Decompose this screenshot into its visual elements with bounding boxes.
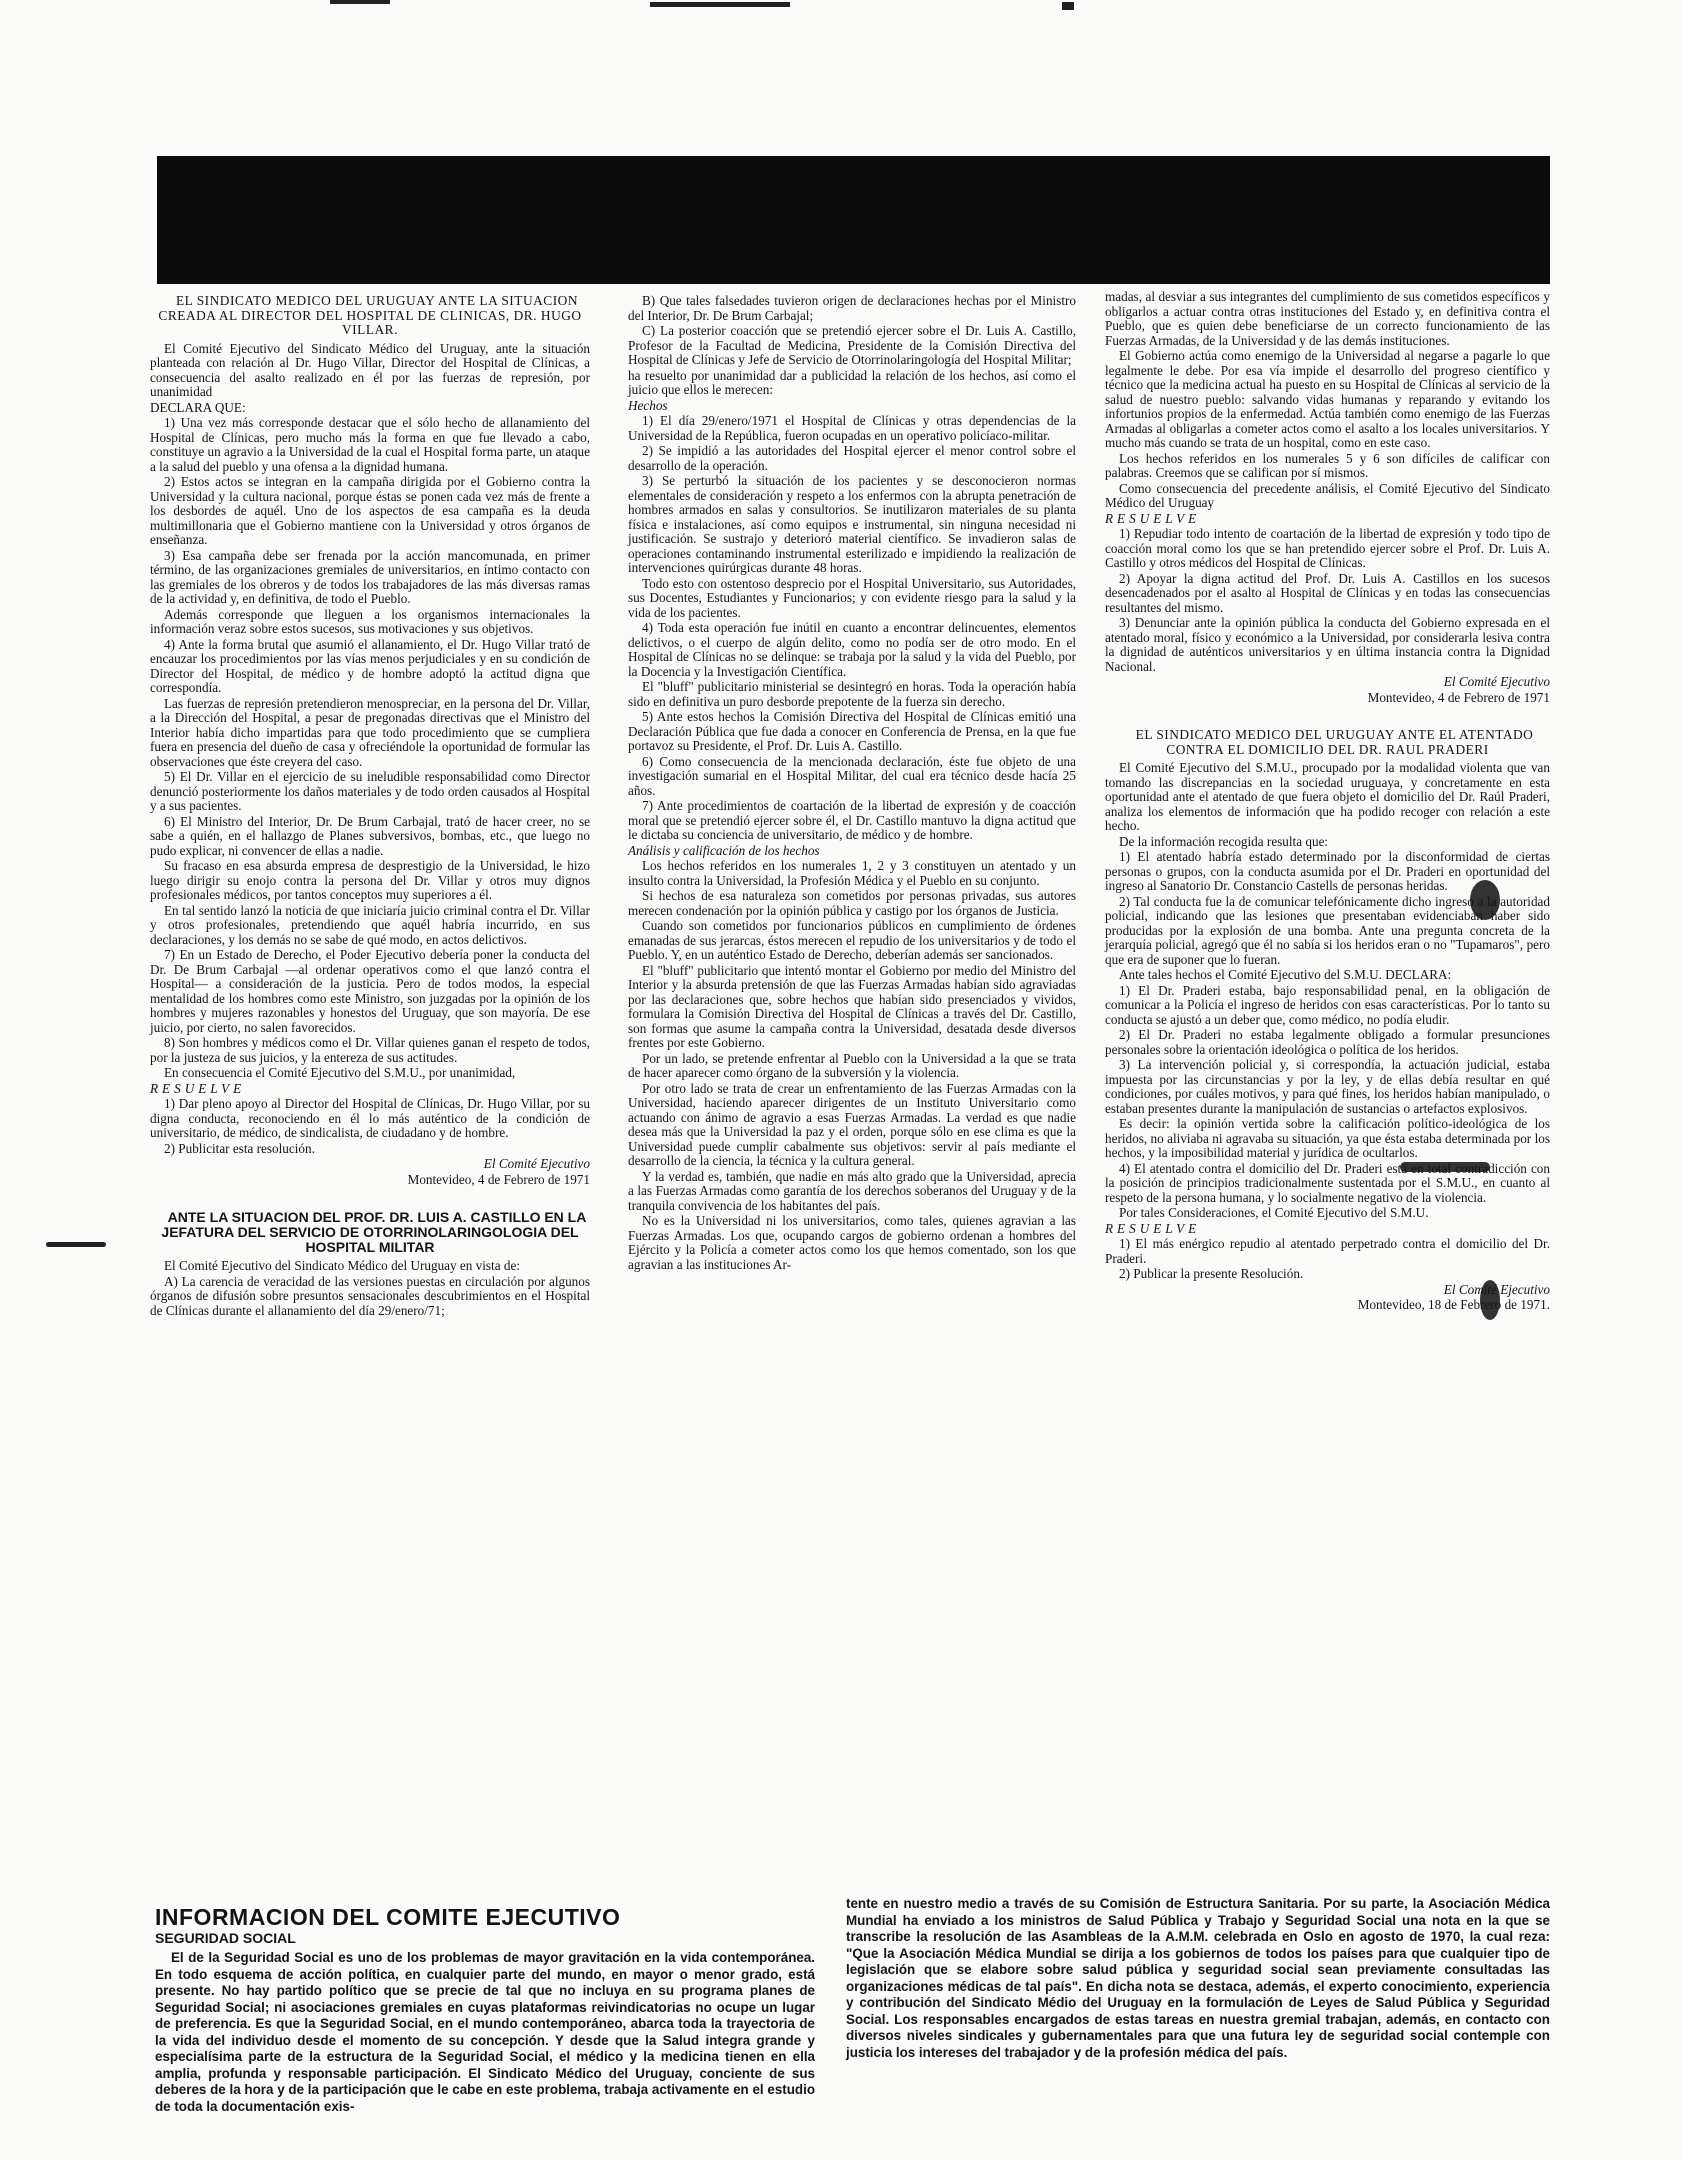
column-1 xyxy=(150,294,590,1319)
paragraph: El "bluff" publicitario que intentó montar el Gobierno por medio del Ministro del Interior y la absurda pretensión de que las Fuerzas Armadas habían sido agraviadas por las declaraciones que, sobre hechos que habían sido presenciados y vividos, formulara la Comisión Directiva del Hospital de Clínicas a través del Dr. Castillo, son formas que asume la campaña contra la Universidad, desatada desde diversos frentes por este Gobierno. xyxy=(628,962,1076,1050)
paragraph: B) Que tales falsedades tuvieron origen de declaraciones hechas por el Ministro del Interior, Dr. De Brum Carbajal; xyxy=(628,293,1076,323)
paragraph: 2) Publicitar esta resolución. xyxy=(164,1140,315,1156)
resuelve-label: RESUELVE xyxy=(150,1080,246,1096)
paragraph: 1) Dar pleno apoyo al Director del Hospital de Clínicas, Dr. Hugo Villar, por su digna conducta, reconociendo en él lo más auténtico de la condición de universitario, de médico, de sindicalista, de ciudadano y de hombre. xyxy=(150,1096,590,1140)
resuelve-label: RESUELVE xyxy=(1105,1220,1201,1236)
column-3 xyxy=(1105,290,1550,1314)
paragraph: madas, al desviar a sus integrantes del cumplimiento de sus cometidos específicos y obligarlos a actuar contra otras instituciones del Estado y, en definitiva contra el Pueblo, que es quien debe beneficiarse de un correcto funcionamiento de las Fuerzas Armadas, de la Universidad y de las demás instituciones. xyxy=(1105,289,1550,348)
paragraph: En consecuencia el Comité Ejecutivo del S.M.U., por unanimidad, xyxy=(164,1065,516,1080)
paragraph: Y la verdad es, también, que nadie en más alto grado que la Universidad, aprecia a las Fuerzas Armadas como garantía de los derechos soberanos del Uruguay y de la tranquila convivencia de los habitantes del país. xyxy=(628,1168,1076,1213)
paragraph: 3) Denunciar ante la opinión pública la conducta del Gobierno expresada en el atentado moral, físico y económico a la Universidad, por considerarla lesiva contra la dignidad de auténticos universitarios y en última instancia contra la Dignidad Nacional. xyxy=(1105,615,1550,674)
section-subtitle: SEGURIDAD SOCIAL xyxy=(155,1930,296,1946)
paragraph: Por otro lado se trata de crear un enfrentamiento de las Fuerzas Armadas con la Universidad, haciendo aparecer dirigentes de un Instituto Universitario como actuando con ánimo de agravio a esas Fuerzas Armadas. La verdad es que nadie desea más que la Universidad la paz y el orden, porque sólo en ese clima es que la Universidad puede cumplir cabalmente sus objetivos: servir al país mediante el desarrollo de la ciencia, la técnica y la cultura general. xyxy=(628,1080,1076,1168)
article-heading: EL SINDICATO MEDICO DEL URUGUAY ANTE LA SITUACION CREADA AL DIRECTOR DEL HOSPITAL DE CLINICAS, DR. HUGO VILLAR. xyxy=(158,293,582,337)
paragraph: 7) Ante procedimientos de coartación de la libertad de expresión y de coacción moral que se pretendió ejercer sobre él, el Dr. Castillo mantuvo la digna actitud que le dictaba su conciencia de universitario, de médico y de hombre. xyxy=(628,798,1076,842)
paragraph: 3) Se perturbó la situación de los pacientes y se desconocieron normas elementales de consideración y respeto a los enfermos con la abrupta penetración de hombres armados en salas y consultorios. Se inutilizaron materiales de su planta física e instalaciones, así como equipos e instrumental, sin ninguna necesidad ni justificación. Se sustrajo y deterioró material científico. Se invadieron salas de operaciones contaminando instrumental esterilizado e impidiendo la realización de intervenciones quirúrgicas durante 48 horas. xyxy=(628,473,1076,575)
resuelve-label: RESUELVE xyxy=(1105,510,1201,526)
paragraph: El Gobierno actúa como enemigo de la Universidad al negarse a pagarle lo que legalmente le debe. Por esa vía impide el desarrollo del progreso científico y técnico que la medicina actual ha puesto en su Hospital de Clínicas al servicio de la salud de nuestro pueblo: salvando vidas humanas y reparando y evitando los infortunios propios de la enfermedad. Actúa también como enemigo de las Fuerzas Armadas al obligarlas a cometer actos como el asalto a los locales universitarios. Y mucho más cuando se trata de un hospital, como en este caso. xyxy=(1105,348,1550,450)
paragraph: Las fuerzas de represión pretendieron menospreciar, en la persona del Dr. Villar, a la Dirección del Hospital, a pesar de pregonadas directivas que el Ministro del Interior había dicho impartidas para que todo procedimiento que se cumpliera fuera en presencia del dueño de casa y ofreciéndole la oportunidad de formular las observaciones que éste creyera del caso. xyxy=(150,695,590,769)
article-body xyxy=(150,342,590,1188)
paragraph: 1) El Dr. Praderi estaba, bajo responsabilidad penal, en la obligación de comunicar a la Policía el ingreso de heridos con esas características. Por lo tanto su conducta se ajustó a un deber que, como médico, no podía eludir. xyxy=(1105,982,1550,1027)
scan-artifact xyxy=(46,1242,106,1247)
date-line: Montevideo, 4 de Febrero de 1971 xyxy=(407,1171,590,1187)
paragraph: Por tales Consideraciones, el Comité Ejecutivo del S.M.U. xyxy=(1119,1205,1429,1220)
paragraph: Todo esto con ostentoso desprecio por el Hospital Universitario, sus Autoridades, sus Docentes, Estudiantes y Funcionarios; y con evidente riesgo para la salud y la vida de los pacientes. xyxy=(628,575,1076,620)
paragraph: Ante tales hechos el Comité Ejecutivo del S.M.U. DECLARA: xyxy=(1119,967,1452,982)
paragraph: 1) Repudiar todo intento de coartación de la libertad de expresión y todo tipo de coacción moral como los que se han pretendido ejercer sobre el Prof. Dr. Luis A. Castillo y otros médicos del Hospital de Clínicas. xyxy=(1105,526,1550,570)
paragraph: 3) La intervención policial y, si correspondía, la actuación judicial, estaba impuesta por las circunstancias y por la ley, y de ellas debía resultar en qué condiciones, por cuáles motivos, y para qué fines, los heridos habían manipulado, o estaban presentes durante la manipulación de sustancias o artefactos explosivos. xyxy=(1105,1057,1550,1116)
redaction-bar xyxy=(157,156,1550,284)
paragraph: Es decir: la opinión vertida sobre la calificación político-ideológica de los heridos, no aliviaba ni agravaba su situación, ya que ésta estaba determinada por los hechos, y la imposibilidad material y jurídica de ocultarlos. xyxy=(1105,1116,1550,1160)
paragraph: 1) Una vez más corresponde destacar que el sólo hecho de allanamiento del Hospital de Clínicas, pero mucho más la forma en que fue llevado a cabo, constituye un agravio a la Universidad de la cual el Hospital forma parte, un ataque a la salud del pueblo y una ofensa a la dignidad humana. xyxy=(150,415,590,474)
signature: El Comité Ejecutivo xyxy=(483,1156,590,1171)
paragraph: 7) En un Estado de Derecho, el Poder Ejecutivo debería poner la conducta del Dr. De Brum Carbajal —al ordenar operativos como el que lanzó contra el Hospital— a consideración de la justicia. Pero de todos modos, la especial mentalidad de los hombres como este Ministro, son juzgadas por la opinión de los hombres y mujeres razonables y honestos del Uruguay, que son mayoría. De ese juicio, por cierto, no salen favorecidos. xyxy=(150,947,590,1035)
paragraph: 8) Son hombres y médicos como el Dr. Villar quienes ganan el respeto de todos, por la justeza de sus juicios, y la entereza de sus actitudes. xyxy=(150,1035,590,1065)
paragraph: DECLARA QUE: xyxy=(150,399,246,415)
paragraph: En tal sentido lanzó la noticia de que iniciaría juicio criminal contra el Dr. Villar y otros profesionales, pretendiendo que aquél habría incurrido, en sus declaraciones, y los demás no se sabe de qué modo, en actos delictivos. xyxy=(150,902,590,947)
article-heading: EL SINDICATO MEDICO DEL URUGUAY ANTE EL ATENTADO CONTRA EL DOMICILIO DEL DR. RAUL PRADERI xyxy=(1135,727,1534,757)
paragraph: Como consecuencia del precedente análisis, el Comité Ejecutivo del Sindicato Médico del Uruguay xyxy=(1105,480,1550,510)
paragraph: Los hechos referidos en los numerales 5 y 6 son difíciles de calificar con palabras. Creemos que se califican por sí mismos. xyxy=(1105,450,1550,480)
paragraph: 1) El atentado habría estado determinado por la disconformidad de ciertas personas o grupos, con la conducta asumida por el Dr. Praderi en oportunidad del ingreso al Sanatorio Dr. Constancio Castells de personas heridas. xyxy=(1105,849,1550,893)
scan-artifact xyxy=(330,0,390,4)
paragraph: 2) Tal conducta fue la de comunicar telefónicamente dicho ingreso a la autoridad policial, indicando que las lesiones que presentaban evidenciaban haber sido producidas por la explosión de una bomba. Ante una pregunta concreta de la jerarquía policial, agregó que él no sabía si los heridos eran o no "Tupamaros", pero que era de suponer que lo fueran. xyxy=(1105,893,1550,967)
scan-artifact xyxy=(650,2,790,7)
bottom-left-text xyxy=(155,1950,815,2115)
section-title: INFORMACION DEL COMITE EJECUTIVO xyxy=(155,1904,621,1930)
paragraph: De la información recogida resulta que: xyxy=(1119,833,1329,849)
column-2 xyxy=(628,294,1076,1273)
section-label: Análisis y calificación de los hechos xyxy=(628,842,820,858)
paragraph: El Comité Ejecutivo del S.M.U., procupado por la modalidad violenta que van tomando las discrepancias en la sociedad uruguaya, y concretamente en esta oportunidad ante el atentado de que fuera objeto el domicilio del Dr. Raúl Praderi, analiza los elementos de información que ha podido recoger con relación a este hecho. xyxy=(1105,760,1550,833)
paragraph: 6) Como consecuencia de la mencionada declaración, éste fue objeto de una investigación sumarial en el Hospital Militar, del cual era técnico desde hacía 25 años. xyxy=(628,753,1076,798)
paragraph: 3) Esa campaña debe ser frenada por la acción mancomunada, en primer término, de las organizaciones gremiales de universitarios, en íntimo contacto con las gremiales de los obreros y de todos los trabajadores de las más diversas ramas de la actividad y, en definitiva, de todo el Pueblo. xyxy=(150,547,590,606)
paragraph: 4) Ante la forma brutal que asumió el allanamiento, el Dr. Hugo Villar trató de encauzar los procedimientos por las vías menos perjudiciales y en su condición de Director del Hospital, de médico y de hombre adoptó la actitud digna que correspondía. xyxy=(150,636,590,695)
signature: El Comité Ejecutivo xyxy=(1443,674,1550,689)
paragraph: 6) El Ministro del Interior, Dr. De Brum Carbajal, trató de hacer creer, no se sabe a quién, en el hallazgo de Planes subversivos, bombas, etc., que luego no pudo explicar, ni convencer de ellas a nadie. xyxy=(150,813,590,858)
date-line: Montevideo, 4 de Febrero de 1971 xyxy=(1367,689,1550,705)
section-label: Hechos xyxy=(628,397,668,413)
signature: El Comité Ejecutivo xyxy=(1443,1281,1550,1297)
paragraph: 2) El Dr. Praderi no estaba legalmente obligado a formular presunciones personales sobre la orientación ideológica o política de los heridos. xyxy=(1105,1027,1550,1057)
scan-artifact xyxy=(1062,2,1074,10)
paragraph: 2) Estos actos se integran en la campaña dirigida por el Gobierno contra la Universidad y la cultura nacional, porque éstas se ponen cada vez más de frente a los desbordes de aquél. Uno de los aspectos de esa campaña es la deuda multimillonaria que el Gobierno mantiene con la Universidad y otros órganos de enseñanza. xyxy=(150,474,590,547)
paragraph: 4) El atentado contra el domicilio del Dr. Praderi está en total contradicción con la posición de principios tradicionalmente sustentada por el S.M.U., en cuanto al respeto de la persona humana, y lo socialmente negativo de la violencia. xyxy=(1105,1160,1550,1205)
paragraph: 2) Apoyar la digna actitud del Prof. Dr. Luis A. Castillos en los sucesos desencadenados por el asalto al Hospital de Clínicas y en todas las consecuencias resultantes del mismo. xyxy=(1105,570,1550,615)
paragraph: 5) Ante estos hechos la Comisión Directiva del Hospital de Clínicas emitió una Declaración Pública que fue dada a conocer en Conferencia de Prensa, en la que fue portavoz su Presidente, el Prof. Dr. Luis A. Castillo. xyxy=(628,709,1076,753)
bottom-right-text xyxy=(846,1896,1550,2061)
paragraph: Los hechos referidos en los numerales 1, 2 y 3 constituyen un atentado y un insulto contra la Universidad, la Profesión Médica y el Pueblo en su conjunto. xyxy=(628,858,1076,888)
paragraph: ha resuelto por unanimidad dar a publicidad la relación de los hechos, así como el juicio que ellos le merecen: xyxy=(628,367,1076,397)
paragraph: Su fracaso en esa absurda empresa de desprestigio de la Universidad, le hizo luego dirigir su enojo contra la persona del Dr. Villar y otros muy dignos profesionales médicos, por tantos conceptos muy superiores a él. xyxy=(150,858,590,902)
paragraph: 4) Toda esta operación fue inútil en cuanto a encontrar delincuentes, elementos delictivos, o el cuerpo de algún delito, como no podía ser de otro modo. En el Hospital de Clínicas no se delinque: se trabaja por la salud y la vida del Pueblo, por la Docencia y la Investigación Científica. xyxy=(628,620,1076,679)
paragraph: 1) El día 29/enero/1971 el Hospital de Clínicas y otras dependencias de la Universidad de la República, fueron ocupadas en un operativo policíaco-militar. xyxy=(628,413,1076,443)
paragraph: El Comité Ejecutivo del Sindicato Médico del Uruguay, ante la situación planteada con relación al Dr. Hugo Villar, Director del Hospital de Clínicas, a consecuencia del asalto realizado en él por las fuerzas de represión, por unanimidad xyxy=(150,340,590,399)
paragraph: No es la Universidad ni los universitarios, como tales, quienes agravian a las Fuerzas Armadas. Los que, ocupando cargos de gobierno ordenan a hombres del Ejército y la Policía a cometer actos como los que hemos comentado, son los que agravian a las instituciones Ar- xyxy=(628,1213,1076,1272)
paragraph: Cuando son cometidos por funcionarios públicos en cumplimiento de órdenes emanadas de sus jerarcas, éstos merecen el repudio de los universitarios y de todo el Pueblo. Y, en un auténtico Estado de Derecho, deberían además ser sancionados. xyxy=(628,918,1076,962)
paragraph: 5) El Dr. Villar en el ejercicio de su ineludible responsabilidad como Director denunció posteriormente los daños materiales y de todo orden causados al Hospital y a sus pacientes. xyxy=(150,769,590,813)
paragraph: El de la Seguridad Social es uno de los problemas de mayor gravitación en la vida contemporánea. En todo esquema de acción política, en cualquier parte del mundo, en mayor o menor grado, está presente. No hay partido político que se precie de tal que no incluya en su programa planes de Seguridad Social; ni asociaciones gremiales en cuyas plataformas reivindicatorias no ocupe un lugar de preferencia. Es que la Seguridad Social, en el mundo contemporáneo, abarca toda la trayectoria de la vida del individuo desde el momento de su concepción. Y desde que la Salud integra grande y especialísima parte de la estructura de la Seguridad Social, el médico y la medicina tienen en ella amplia, profunda y responsable participación. El Sindicato Médico del Uruguay, conciente de sus deberes de la hora y de la participación que le cabe en este problema, trabaja activamente en el estudio de toda la documentación exis- xyxy=(155,1950,815,2114)
date-line: Montevideo, 18 de Febrero de 1971. xyxy=(1357,1297,1550,1312)
article-heading: ANTE LA SITUACION DEL PROF. DR. LUIS A. CASTILLO EN LA JEFATURA DEL SERVICIO DE OTORRINOLARINGOLOGIA DEL HOSPITAL MILITAR xyxy=(161,1209,587,1255)
paragraph: 1) El más enérgico repudio al atentado perpetrado contra el domicilio del Dr. Praderi. xyxy=(1105,1236,1550,1266)
paragraph: El Comité Ejecutivo del Sindicato Médico del Uruguay en vista de: xyxy=(164,1258,520,1273)
paragraph: A) La carencia de veracidad de las versiones puestas en circulación por algunos órganos de difusión sobre presuntos sensacionales descubrimientos en el Hospital de Clínicas durante el allanamiento del día 29/enero/71; xyxy=(150,1273,590,1318)
paragraph: C) La posterior coacción que se pretendió ejercer sobre el Dr. Luis A. Castillo, Profesor de la Facultad de Medicina, Presidente de la Comisión Directiva del Hospital de Clínicas y Jefe de Servicio de Otorrinolaringología del Hospital Militar; xyxy=(628,323,1076,367)
paragraph: 2) Publicar la presente Resolución. xyxy=(1119,1266,1304,1281)
paragraph: Si hechos de esa naturaleza son cometidos por personas privadas, sus autores merecen condenación por la opinión pública y castigo por los órganos de Justicia. xyxy=(628,888,1076,918)
paragraph: El "bluff" publicitario ministerial se desintegró en horas. Toda la operación había sido en definitiva un puro desborde prepotente de la fuerza sin derecho. xyxy=(628,679,1076,709)
paragraph: tente en nuestro medio a través de su Comisión de Estructura Sanitaria. Por su parte, la Asociación Médica Mundial ha enviado a los ministros de Salud Pública y Trabajo y Seguridad Social una nota en la que se transcribe la resolución de las Asambleas de la A.M.M. celebrada en Oslo en agosto de 1970, la cual reza: "Que la Asociación Médica Mundial se dirija a los gobiernos de todos los países para que cualquier tipo de legislación que se elabore sobre salud pública y seguridad social sean previamente consultadas las organizaciones médicas de tal país". En dicha nota se destaca, además, el experto conocimiento, experiencia y contribución del Sindicato Médio del Uruguay en la formulación de Leyes de Salud Pública y Seguridad Social. Los responsables encargados de estas tareas en nuestra gremial trabajan, además, en contacto con diversos niveles sindicales y gubernamentales para que una futura ley de seguridad social contemple con justicia los intereses del trabajador y de la profesión médica del país. xyxy=(846,1896,1550,2060)
paragraph: 2) Se impidió a las autoridades del Hospital ejercer el menor control sobre el desarrollo de la operación. xyxy=(628,443,1076,473)
paragraph: Además corresponde que lleguen a los organismos internacionales la información veraz sobre estos sucesos, sus motivaciones y sus objetivos. xyxy=(150,606,590,636)
paragraph: Por un lado, se pretende enfrentar al Pueblo con la Universidad a la que se trata de hacer aparecer como órgano de la subversión y la violencia. xyxy=(628,1050,1076,1080)
